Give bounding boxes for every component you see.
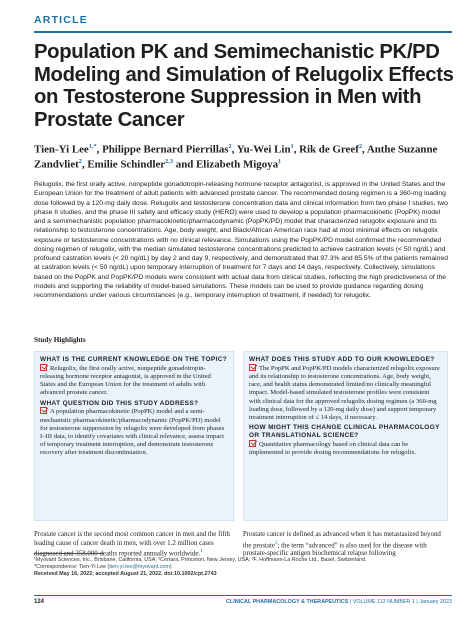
author-affiliation: 1 [278, 158, 282, 166]
footnote-divider [34, 553, 104, 554]
author-separator: , [361, 143, 367, 156]
highlight-answer-text: Relugolix, the first orally active, nonpeptide gonadotropin-releasing hormone receptor antagonist, is approved in the United States and the European Union for the treatment of adults with advanced prostate cancer. [40, 364, 211, 397]
author-list [34, 141, 449, 171]
page-number: 124 [34, 599, 45, 605]
author-separator: , [231, 143, 237, 156]
checkbox-icon [40, 407, 47, 414]
abstract: Relugolix, the first orally active, nonpeptide gonadotropin-releasing hormone receptor antagonist, is approved in the United States and the European Union for the treatment of adult patients with advanced prostate cancer. The recommended dosing regimen is a 360-mg loading dose followed by a 120-mg daily dose. Relugolix and testosterone concentration data and clinical information from two phase I studies, two phase II studies, and the phase III safety and efficacy study (HERO) were used to develop a population pharmacokinetic (PopPK) model and a semimechanistic population pharmacokinetic/pharmacodynamic (PopPK/PD) model that characterized relugolix exposure and its relationship to testosterone concentrations. Age, body weight, and Black/African American race had at most minimal effects on relugolix exposure or testosterone concentrations with no clinical relevance. Simulations using the PopPK/PD model confirmed the recommended dosing regimen of relugolix, with the median simulated testosterone concentrations predicted to achieve castration levels (< 50 ng/dL) and profound castration levels (< 20 ng/dL) by day 2 and day 9, respectively, and demonstrated that 97.3% and 85.5% of the patients remained at castration levels (< 50 ng/dL) upon temporary interruption of treatment for 7 days and 14 days, respectively. Collectively, simulations based on the PopPK and PopPK/PD models were consistent with actual data from clinical studies, reflecting the high predictiveness of the models and supporting the reliability of model-based simulations. These models can be used to provide guidance regarding dosing recommendations under various circumstances (e.g., temporary interruption of treatment, if needed) for relugolix. [34, 181, 448, 299]
author-name: Anthe Suzanne Zandvliet [34, 143, 438, 171]
highlight-answer-text: The PopPK and PopPK/PD models characterized relugolix exposure and its relationship to testosterone concentrations. Age, body weight, race, and health status demonstrated limited/no clinically meaningful impact. Model-based simulated testosterone profiles were consistent with clinical data for the approved relugolix dosing regimen (a 360-mg loading dose, followed by a 120-mg daily dose) and support temporary treatment interruption of ≤ 14 days, if necessary. [249, 364, 440, 422]
body-text: Prostate cancer is the second most common cancer in men and the fifth leading cause of cancer death in men, with over 1.2 million cases diagnosed and 358,000 deaths reported annually worldwide. [34, 531, 230, 558]
highlight-question: WHAT QUESTION DID THIS STUDY ADDRESS? [40, 399, 199, 407]
correspondence-email-link[interactable]: tien-yi.lee@myovant.com [109, 564, 170, 571]
correspondence-label: *Correspondence: Tien-Yi Lee ( [34, 564, 110, 571]
author-separator: , [96, 143, 103, 156]
highlight-question: HOW MIGHT THIS CHANGE CLINICAL PHARMACOLOGY OR TRANSLATIONAL SCIENCE? [249, 424, 440, 440]
author-affiliation: 2 [358, 143, 362, 150]
author-separator: , [293, 143, 300, 156]
journal-issue: | VOLUME 113 NUMBER 1 | January 2023 [348, 599, 452, 605]
body-text: ; the term “advanced” is also used for the disease with prostate-specific antigen biochemical relapse following [243, 541, 427, 558]
author-affiliation: 1,* [88, 143, 97, 150]
body-text-right [243, 531, 448, 559]
citation-ref[interactable]: 1 [200, 549, 203, 555]
highlight-answer [249, 440, 442, 457]
author-affiliation: 1 [290, 143, 294, 150]
received-dates: Received May 16, 2022; accepted August 21, 2022. doi:10.1002/cpt.2743 [34, 571, 217, 578]
citation-ref[interactable]: 2 [274, 540, 278, 546]
highlight-answer [40, 407, 228, 457]
author-affiliation: 2 [78, 158, 82, 166]
body-text-left [34, 531, 234, 559]
author-name: Yu-Wei Lin [236, 143, 291, 156]
checkbox-icon [249, 364, 256, 371]
header-divider [34, 31, 452, 33]
author-separator: and [173, 158, 197, 171]
author-affiliation: 2,3 [165, 158, 174, 166]
correspondence [34, 564, 448, 571]
highlights-box-right [243, 351, 448, 521]
checkbox-icon [249, 440, 256, 447]
highlight-answer [40, 364, 228, 398]
study-highlights-heading: Study Highlights [34, 336, 86, 344]
checkbox-icon [40, 364, 47, 371]
highlight-answer-text: A population pharmacokinetic (PopPK) model and a semi-mechanistic pharmacokinetic/pharmacodynamic (PopPK/PD) model for testosterone suppression by relugolix were developed from phases I–III data, to identify covariates with clinical relevance, assess impact of temporary treatment interruption, and demonstrate testosterone recovery after treatment discontinuation. [40, 408, 225, 457]
journal-name: CLINICAL PHARMACOLOGY & THERAPEUTICS [226, 599, 349, 605]
author-name: Philippe Bernard Pierrillas [102, 143, 229, 156]
author-name: Tien-Yi Lee [34, 143, 89, 156]
author-name: Rik de Greef [299, 143, 359, 156]
highlight-question: WHAT DOES THIS STUDY ADD TO OUR KNOWLEDGE? [249, 356, 435, 363]
highlights-box-left [34, 351, 234, 521]
highlight-answer [249, 364, 442, 422]
author-affiliation: 2 [228, 143, 232, 150]
paper-title: Population PK and Semimechanistic PK/PD Modeling and Simulation of Relugolix Effects on Testosterone Suppression in Men with Prostate Cancer [34, 41, 454, 131]
author-name: Elizabeth Migoya [196, 158, 279, 171]
footnotes [34, 557, 448, 579]
highlight-answer-text: Quantitative pharmacology based on clinical data can be implemented to provide dosing recommendations for relugolix. [249, 440, 417, 457]
body-text: Prostate cancer is defined as advanced when it has metastasized beyond the prostate [243, 531, 441, 549]
highlight-question: WHAT IS THE CURRENT KNOWLEDGE ON THE TOPIC? [40, 356, 228, 363]
footer-divider [34, 595, 452, 596]
affiliations: ¹Myovant Sciences, Inc., Brisbane, California, USA; ²Certara, Princeton, New Jersey, USA; ³F. Hoffmann-La Roche Ltd., Basel, Switzerland. [34, 557, 367, 563]
correspondence-end: ) [169, 564, 172, 571]
author-name: Emilie Schindler [87, 158, 166, 171]
author-separator: , [81, 158, 88, 171]
journal-info [226, 599, 452, 605]
article-section-label: ARTICLE [34, 14, 88, 26]
